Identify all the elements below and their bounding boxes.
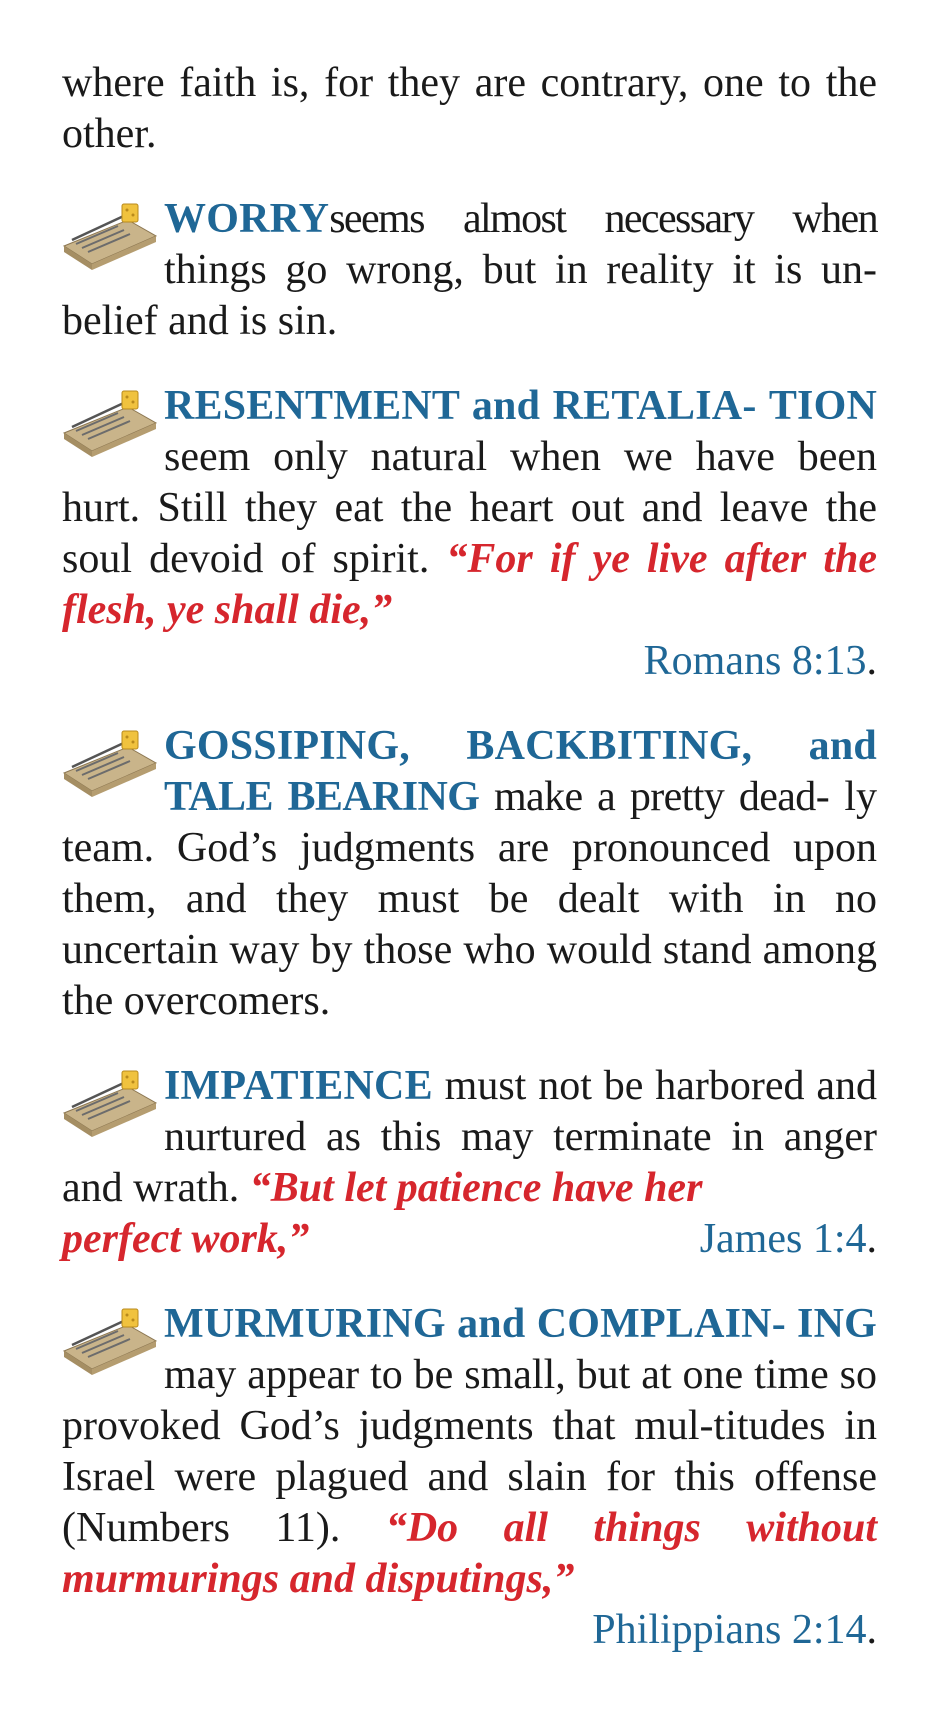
intro-paragraph bbox=[62, 58, 877, 160]
mousetrap-icon bbox=[58, 1065, 158, 1143]
impatience-keyword: IMPATIENCE bbox=[164, 1063, 433, 1109]
murmuring-text: may appear to be small, but at one time so provoked God’s judgments that mul-titudes in Israel were plagued and slain for this offense (Numbers 11). bbox=[62, 1352, 877, 1551]
worry-keyword: WORRY bbox=[164, 196, 330, 242]
intro-line-2: the other. bbox=[62, 60, 877, 157]
impatience-quote-b: perfect work,” bbox=[62, 1216, 310, 1262]
impatience-last-line bbox=[62, 1214, 877, 1265]
period: . bbox=[866, 1216, 877, 1262]
resentment-keyword-a: RESENTMENT and RETALIA- bbox=[164, 383, 757, 429]
murmuring-reference: Philippians 2:14 bbox=[592, 1607, 867, 1653]
gossip-text-b: ly team. God’s judgments are pronounced upon them, and they must be dealt with in no uncertain way by those who would stand among the overcomers. bbox=[62, 774, 877, 1024]
document-page bbox=[62, 58, 877, 1656]
period: . bbox=[866, 638, 877, 684]
resentment-paragraph bbox=[62, 381, 877, 636]
mousetrap-icon bbox=[58, 725, 158, 803]
gossip-paragraph bbox=[62, 721, 877, 1027]
mousetrap-icon bbox=[58, 198, 158, 276]
murmuring-keyword-b: ING bbox=[797, 1301, 877, 1347]
murmuring-keyword-a: MURMURING and COMPLAIN- bbox=[164, 1301, 786, 1347]
gossip-keyword-b: TALE BEARING bbox=[164, 774, 480, 820]
gossip-text-a: make a pretty dead- bbox=[479, 774, 830, 820]
resentment-reference: Romans 8:13 bbox=[643, 638, 867, 684]
mousetrap-icon bbox=[58, 385, 158, 463]
impatience-text: must not be harbored and nurtured as this may terminate in anger and wrath. bbox=[62, 1063, 877, 1211]
impatience-paragraph bbox=[62, 1061, 877, 1214]
resentment-text: seem only natural when we have been hurt. Still they eat the heart out and leave the soul devoid of spirit. bbox=[62, 434, 877, 582]
worry-paragraph bbox=[62, 194, 877, 347]
period: . bbox=[866, 1607, 877, 1653]
impatience-quote-a: “But let patience have her bbox=[249, 1165, 703, 1211]
worry-text-a: seems almost necessary when bbox=[329, 196, 877, 242]
resentment-keyword-b: TION bbox=[768, 383, 878, 429]
worry-text-b: things go wrong, but in reality it is un- bbox=[164, 247, 877, 293]
worry-text-c: belief and is sin. bbox=[62, 298, 338, 344]
resentment-quote: “For if ye live after the flesh, ye shall die,” bbox=[62, 536, 877, 633]
gossip-keyword-a: GOSSIPING, BACKBITING, and bbox=[164, 723, 877, 769]
murmuring-reference-line bbox=[62, 1605, 877, 1656]
murmuring-paragraph bbox=[62, 1299, 877, 1605]
intro-line-1: where faith is, for they are contrary, one to bbox=[62, 60, 812, 106]
impatience-reference: James 1:4 bbox=[699, 1216, 867, 1262]
resentment-reference-line bbox=[62, 636, 877, 687]
murmuring-quote: “Do all things without murmurings and disputings,” bbox=[62, 1505, 877, 1602]
mousetrap-icon bbox=[58, 1303, 158, 1381]
